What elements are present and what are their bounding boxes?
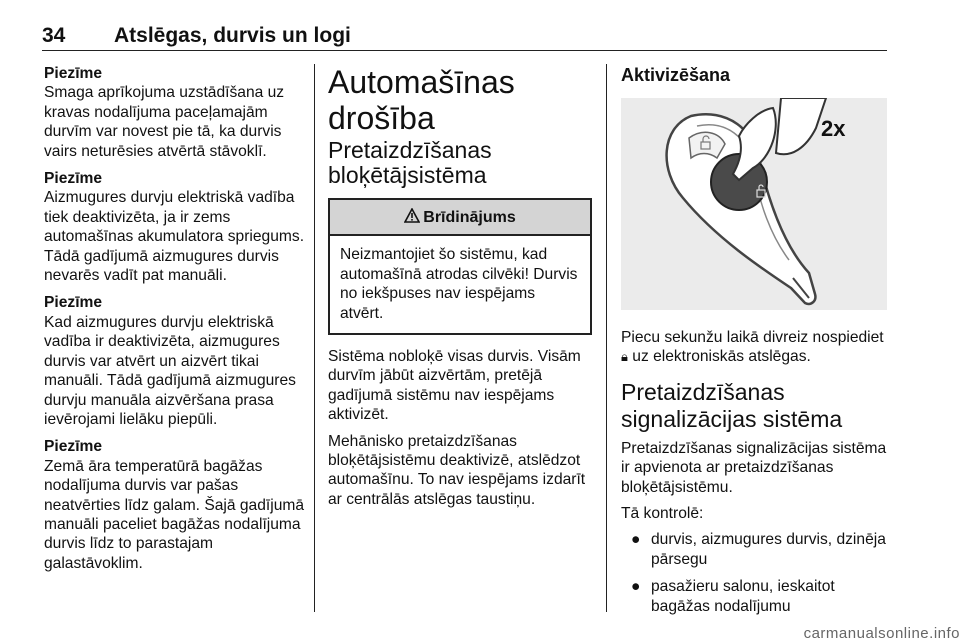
column-2: [328, 64, 592, 516]
column-1: [44, 64, 306, 581]
column-divider-1: [314, 64, 315, 612]
note-1: [44, 64, 306, 161]
alarm-heading: Pretaizdzīšanas signalizācijas sistēma: [621, 378, 843, 432]
warning-box: [328, 198, 592, 335]
list-item: ● pasažieru salonu, ieskaitot bagāžas nodalījumu: [631, 578, 835, 615]
warning-text: Neizmantojiet šo sistēmu, kad automašīnā atrodas cilvēki! Durvis no iekšpuses nav iespējams atvērt.: [340, 246, 578, 322]
key-fob-illustration: [621, 98, 887, 310]
chapter-title: Atslēgas, durvis un logi: [114, 24, 351, 47]
paragraph: Mehānisko pretaizdzīšanas bloķētājsistēmu deaktivizē, atslēdzot automašīnu. To nav iespējams izdarīt ar centrālās atslēgas taustiņu.: [328, 432, 586, 508]
note-title: Piezīme: [44, 294, 103, 312]
warning-triangle-icon: [404, 208, 420, 223]
note-title: Piezīme: [44, 438, 103, 456]
warning-header: [330, 200, 590, 236]
note-title: Piezīme: [44, 65, 103, 82]
subsection-heading: Pretaizdzīšanas bloķētājsistēma: [328, 137, 492, 188]
note-text: Kad aizmugures durvju elektriskā vadība ir deaktivizēta, aizmugures durvis var atvērt un aizvērt tikai manuāli. Tādā gadījumā aizmugures durvju manuāla aizvēršana prasa ievērojami lielāku piepūli.: [44, 313, 296, 428]
activation-heading: Aktivizēšana: [621, 65, 731, 85]
note-text: Zemā āra temperatūrā bagāžas nodalījuma durvis var pašas neatvērties līdz galam. Šajā gadījumā manuāli paceliet bagāžas nodalījuma durvis līdz to parastajam galastāvoklim.: [44, 457, 305, 572]
note-4: [44, 437, 306, 573]
warning-title: Brīdinājums: [423, 209, 516, 226]
paragraph: Pretaizdzīšanas signalizācijas sistēma ir apvienota ar pretaizdzīšanas bloķētājsistēmu.: [621, 439, 887, 496]
column-divider-2: [606, 64, 607, 612]
lock-icon: 🔒︎: [621, 349, 628, 365]
paragraph: Sistēma nobloķē visas durvis. Visām durvīm jābūt aizvērtām, pretējā gadījumā sistēmu nav iespējams aktivizēt.: [328, 348, 581, 424]
activation-text: Piecu sekunžu laikā divreiz nospiediet 🔒︎ uz elektroniskās atslēgas.: [621, 329, 884, 366]
page-number: 34: [42, 24, 66, 47]
list-item: ● durvis, aizmugures durvis, dzinēja pārsegu: [631, 531, 886, 568]
figure-label: 2x: [821, 116, 846, 141]
note-text: Smaga aprīkojuma uzstādīšana uz kravas nodalījuma paceļamajām durvīm var novest pie tā, ka durvis vairs neturēsies atvērtā stāvoklī.: [44, 84, 285, 160]
section-heading: Automašīnas drošība: [328, 64, 515, 136]
key-fob-figure: [621, 98, 887, 310]
column-3: [621, 64, 887, 624]
note-3: [44, 293, 306, 429]
page-header: [42, 24, 887, 51]
monitored-list: [621, 530, 887, 616]
watermark: carmanualsonline.info: [803, 625, 960, 642]
monitors-label: Tā kontrolē:: [621, 505, 704, 523]
note-title: Piezīme: [44, 170, 103, 188]
note-text: Aizmugures durvju elektriskā vadība tiek deaktivizēta, ja ir zems automašīnas akumulatora spriegums. Tādā gadījumā aizmugures durvis nevarēs vadīt pat manuāli.: [44, 189, 305, 285]
note-2: [44, 169, 306, 285]
